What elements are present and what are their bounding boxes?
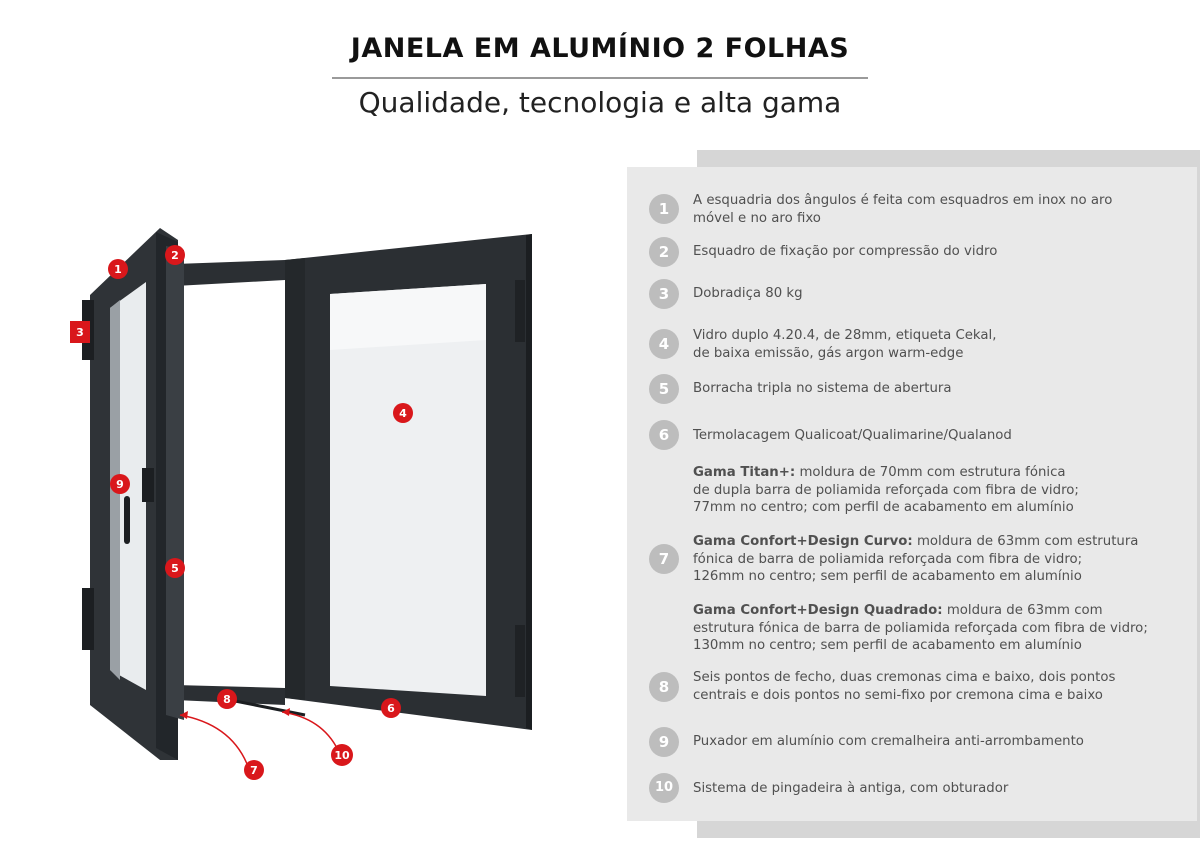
right-sash-glass-shade [330,284,486,350]
gama-titan-text [693,464,1193,517]
feature-text: Sistema de pingadeira à antiga, com obturador [693,781,1009,796]
marker-1-label: 1 [114,263,122,276]
feature-text [693,669,1193,704]
left-hinge-bottom [82,588,94,650]
feature-number-badge: 3 [649,279,679,309]
marker-10 [331,744,353,766]
central-mullion [285,258,305,700]
left-sash-edge [166,246,184,720]
gama-line: 126mm no centro; sem perfil de acabamento em alumínio [693,569,1082,584]
title-divider [332,77,868,79]
gama-line: 77mm no centro; com perfil de acabamento em alumínio [693,500,1074,515]
gama-name: Gama Confort+Design Curvo: [693,534,913,549]
marker-6-label: 6 [387,702,395,715]
marker-8 [217,689,237,709]
feature-text [693,327,1193,362]
feature-number-badge: 5 [649,374,679,404]
gama-line-text: moldura de 63mm com estrutura [912,534,1139,549]
marker-4-label: 4 [399,407,407,420]
window-handle-base [142,468,154,502]
right-sash-frame-edge [526,234,532,730]
gama-line: estrutura fónica de barra de poliamida reforçada com fibra de vidro; [693,620,1148,636]
gama-line: fónica de barra de poliamida reforçada com fibra de vidro; [693,551,1083,567]
gama-line [693,464,1193,482]
features-panel [627,167,1197,821]
marker-8-label: 8 [223,693,231,706]
gama-line [693,602,1193,620]
feature-text-line: de baixa emissão, gás argon warm-edge [693,345,964,361]
feature-number-badge: 6 [649,420,679,450]
marker-9-label: 9 [116,478,124,491]
feature-number-badge: 1 [649,194,679,224]
gama-name: Gama Confort+Design Quadrado: [693,603,943,618]
marker-1 [108,259,128,279]
feature-number-badge: 4 [649,329,679,359]
gama-name: Gama Titan+: [693,465,796,480]
marker-7 [244,760,264,780]
right-hinge-bottom [515,625,525,697]
marker-7-label: 7 [250,764,258,777]
feature-number-badge: 7 [649,544,679,574]
marker-3-label: 3 [76,326,84,339]
callout-arrow-7 [180,715,250,772]
marker-3 [70,321,90,343]
feature-text: Esquadro de fixação por compressão do vidro [693,244,998,259]
feature-text: Termolacagem Qualicoat/Qualimarine/Qualanod [693,428,1012,443]
gama-line-text: moldura de 63mm com [942,603,1103,618]
window-handle-lever [124,496,130,544]
feature-text: Puxador em alumínio com cremalheira anti-arrombamento [693,734,1084,749]
gama-line-text: moldura de 70mm com estrutura fónica [795,465,1066,480]
marker-5-label: 5 [171,562,179,575]
marker-9 [110,474,130,494]
feature-text-line: A esquadria dos ângulos é feita com esquadros em inox no aro [693,193,1113,208]
left-opening-top-rail [175,260,285,286]
feature-text-line: Seis pontos de fecho, duas cremonas cima e baixo, dois pontos [693,670,1116,685]
gama-curvo-text [693,533,1193,586]
marker-6 [381,698,401,718]
page-title: JANELA EM ALUMÍNIO 2 FOLHAS [350,33,850,64]
marker-5 [165,558,185,578]
feature-text-line: centrais e dois pontos no semi-fixo por cremona cima e baixo [693,687,1103,703]
feature-number-badge: 2 [649,237,679,267]
gama-line [693,533,1193,551]
feature-text [693,192,1193,227]
marker-2-label: 2 [171,249,179,262]
right-hinge-top [515,280,525,342]
gama-quadrado-text [693,602,1193,655]
feature-number-badge: 8 [649,672,679,702]
gama-line: 130mm no centro; sem perfil de acabamento em alumínio [693,638,1082,653]
marker-2 [165,245,185,265]
page-subtitle: Qualidade, tecnologia e alta gama [358,86,842,119]
callout-arrow-10 [282,712,338,750]
marker-4 [393,403,413,423]
feature-number-badge: 9 [649,727,679,757]
feature-text-line: móvel e no aro fixo [693,210,821,226]
feature-text: Dobradiça 80 kg [693,286,803,301]
feature-text: Borracha tripla no sistema de abertura [693,381,952,396]
gama-line: de dupla barra de poliamida reforçada com fibra de vidro; [693,482,1079,498]
feature-number-badge: 10 [649,773,679,803]
feature-text-line: Vidro duplo 4.20.4, de 28mm, etiqueta Cekal, [693,328,997,343]
window-illustration [60,200,620,810]
left-opening-area [182,282,285,688]
marker-10-label: 10 [334,749,350,762]
